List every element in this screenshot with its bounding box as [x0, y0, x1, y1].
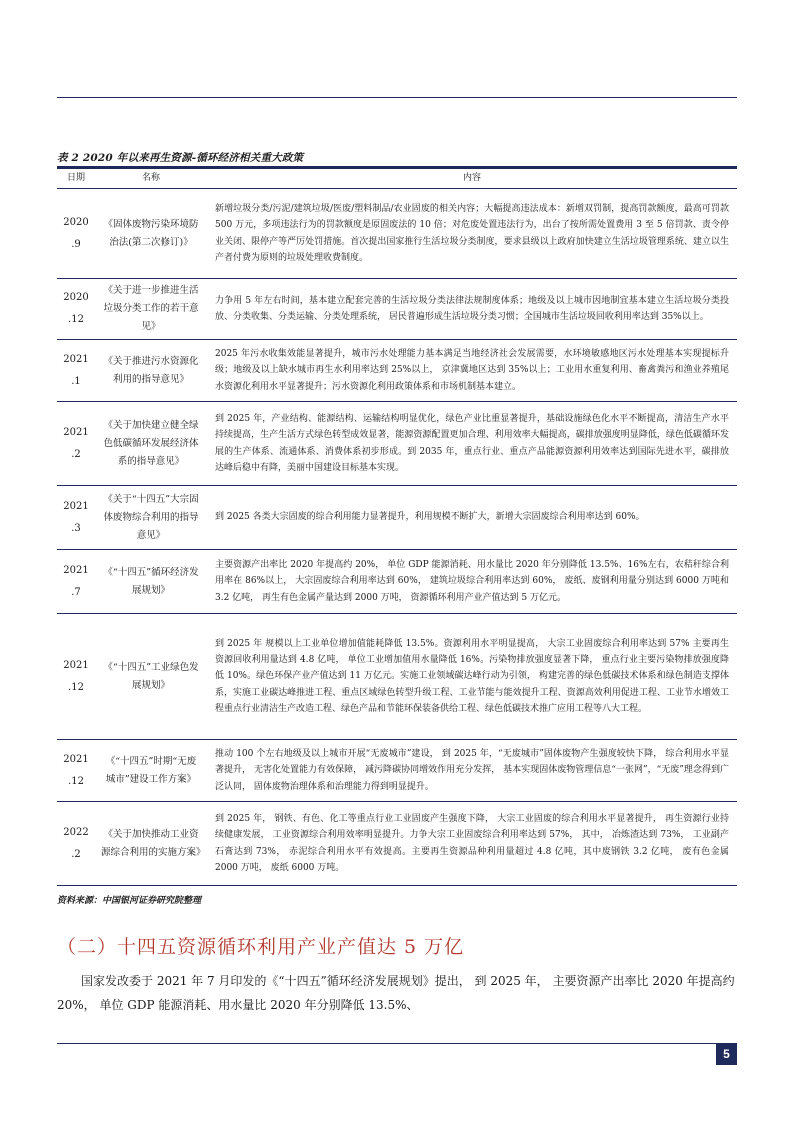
row-date: 2020 .12: [57, 279, 95, 340]
row-policy-name: 《关于加快建立健全绿色低碳循环发展经济体系的指导意见》: [95, 402, 207, 486]
row-policy-content: 新增垃圾分类/污泥/建筑垃圾/医废/塑料制品/农业固废的相关内容；大幅提高违法成本：新增双罚制，提高罚款额度，最高可罚款 500 万元，多项违法行为的罚款额度是原固废法的 10 倍；对危废处置违法行为，出台了按所需处置费用 3 至 5 倍罚款、责令停业关闭、限停产等严厉处罚措施。首次提出国家推行生活垃圾分类制度，要求县级以上政府加快建立生活垃圾管理系统、建立以生产者付费为原则的垃圾处理收费制度。: [207, 189, 737, 279]
section-heading: （二）十四五资源循环利用产业产值达 5 万亿: [57, 936, 465, 958]
table-row: [57, 340, 737, 402]
table-row: [57, 402, 737, 486]
row-policy-name: 《“十四五”循环经济发展规划》: [95, 550, 207, 614]
row-policy-content: 到 2025 年，产业结构、能源结构、运输结构明显优化，绿色产业比重显著提升，基础设施绿色化水平不断提高，清洁生产水平持续提高，生产生活方式绿色转型成效显著，能源资源配置更加合理、利用效率大幅提高，碳排放强度明显降低，绿色低碳循环发展的生产体系、流通体系、消费体系初步形成。到 2035 年，重点行业、重点产品能源资源利用效率达到国际先进水平，碳排放达峰后稳中有降，美丽中国建设目标基本实现。: [207, 402, 737, 486]
table-row: [57, 486, 737, 550]
row-date: 2022 .2: [57, 802, 95, 886]
row-policy-content: 主要资源产出率比 2020 年提高约 20%， 单位 GDP 能源消耗、用水量比 2020 年分别降低 13.5%、16%左右，农秸秆综合利用率在 86%以上， 大宗固废综合利用率达到 60%， 建筑垃圾综合利用率达到 60%， 废纸、废钢利用量分别达到 6000 万吨和 3.2 亿吨， 再生有色金属产量达到 2000 万吨， 资源循环利用产业产值达到 5 万亿元。: [207, 550, 737, 614]
table-row: [57, 802, 737, 886]
source-note: 资料来源：中国银河证券研究院整理: [57, 896, 202, 906]
row-date: 2021 .1: [57, 340, 95, 402]
table-row: [57, 614, 737, 740]
header-rule: [57, 97, 737, 98]
row-date: 2021 .12: [57, 740, 95, 802]
row-policy-content: 到 2025 年， 钢铁、有色、化工等重点行业工业固废产生强度下降， 大宗工业固废的综合利用水平显著提升， 再生资源行业持续健康发展， 工业资源综合利用效率明显提升。力争大宗工业固废综合利用率达到 57%， 其中， 冶炼渣达到 73%， 工业副产石膏达到 73%， 赤泥综合利用水平有效提高。主要再生资源品种利用量超过 4.8 亿吨，其中废钢铁 3.2 亿吨， 废有色金属 2000 万吨， 废纸 6000 万吨。: [207, 802, 737, 886]
table-header-row: [57, 168, 737, 189]
row-date: 2020 .9: [57, 189, 95, 279]
page-number: 5: [716, 1043, 737, 1065]
row-policy-content: 到 2025 各类大宗固废的综合利用能力显著提升，利用规模不断扩大，新增大宗固废综合利用率达到 60%。: [207, 486, 737, 550]
table-title: 表 2 2020 年以来再生资源-循环经济相关重大政策: [57, 152, 304, 164]
header-date: 日期: [57, 168, 95, 189]
footer-rule: [57, 1043, 737, 1044]
row-policy-name: 《关于推进污水资源化利用的指导意见》: [95, 340, 207, 402]
row-policy-content: 2025 年污水收集效能显著提升，城市污水处理能力基本满足当地经济社会发展需要，水环境敏感地区污水处理基本实现提标升级；地级及以上缺水城市再生水利用率达到 25%以上， 京津冀地区达到 35%以上；工业用水重复利用、畜禽粪污和渔业养殖尾水资源化利用水平显著提升；污水资源化利用政策体系和市场机制基本建立。: [207, 340, 737, 402]
table-row: [57, 740, 737, 802]
table-row: [57, 550, 737, 614]
row-date: 2021 .2: [57, 402, 95, 486]
row-date: 2021 .12: [57, 614, 95, 740]
row-date: 2021 .3: [57, 486, 95, 550]
row-policy-name: 《关于进一步推进生活垃圾分类工作的若干意见》: [95, 279, 207, 340]
row-policy-content: 力争用 5 年左右时间，基本建立配套完善的生活垃圾分类法律法规制度体系；地级及以上城市因地制宜基本建立生活垃圾分类投放、分类收集、分类运输、分类处理系统， 居民普遍形成生活垃圾分类习惯；全国城市生活垃圾回收利用率达到 35%以上。: [207, 279, 737, 340]
policy-table: [57, 166, 737, 886]
row-policy-name: 《“十四五”时期“无废城市”建设工作方案》: [95, 740, 207, 802]
table-row: [57, 189, 737, 279]
row-policy-name: 《固体废物污染环境防治法(第二次修订)》: [95, 189, 207, 279]
row-policy-name: 《关于加快推动工业资源综合利用的实施方案》: [95, 802, 207, 886]
table-row: [57, 279, 737, 340]
row-policy-content: 推动 100 个左右地级及以上城市开展“无废城市”建设， 到 2025 年，“无废城市”固体废物产生强度较快下降， 综合利用水平显著提升， 无害化处置能力有效保障， 减污降碳协同增效作用充分发挥， 基本实现固体废物管理信息“一张网”，“无废”理念得到广泛认同， 固体废物治理体系和治理能力得到明显提升。: [207, 740, 737, 802]
row-date: 2021 .7: [57, 550, 95, 614]
header-name: 名称: [95, 168, 207, 189]
row-policy-name: 《关于“十四五”大宗固体废物综合利用的指导意见》: [95, 486, 207, 550]
body-paragraph: 国家发改委于 2021 年 7 月印发的《“十四五”循环经济发展规划》提出， 到 2025 年， 主要资源产出率比 2020 年提高约 20%， 单位 GDP 能源消耗、用水量比 2020 年分别降低 13.5%、: [57, 974, 735, 1012]
row-policy-name: 《“十四五”工业绿色发展规划》: [95, 614, 207, 740]
header-content: 内容: [207, 168, 737, 189]
row-policy-content: 到 2025 年 规模以上工业单位增加值能耗降低 13.5%。资源利用水平明显提高， 大宗工业固废综合利用率达到 57% 主要再生资源回收利用量达到 4.8 亿吨， 单位工业增加值用水量降低 16%。污染物排放强度显著下降， 重点行业主要污染物排放强度降低 10%。绿色环保产业产值达到 11 万亿元。实施工业领域碳达峰行动为引领， 构建完善的绿色低碳技术体系和绿色制造支撑体系，实施工业碳达峰推进工程、重点区域绿色转型升级工程、工业节能与能效提升工程、资源高效利用促进工程、工业节水增效工程重点行业清洁生产改造工程、绿色产品和节能环保装备供给工程、绿色低碳技术推广应用工程等八大工程。: [207, 614, 737, 740]
